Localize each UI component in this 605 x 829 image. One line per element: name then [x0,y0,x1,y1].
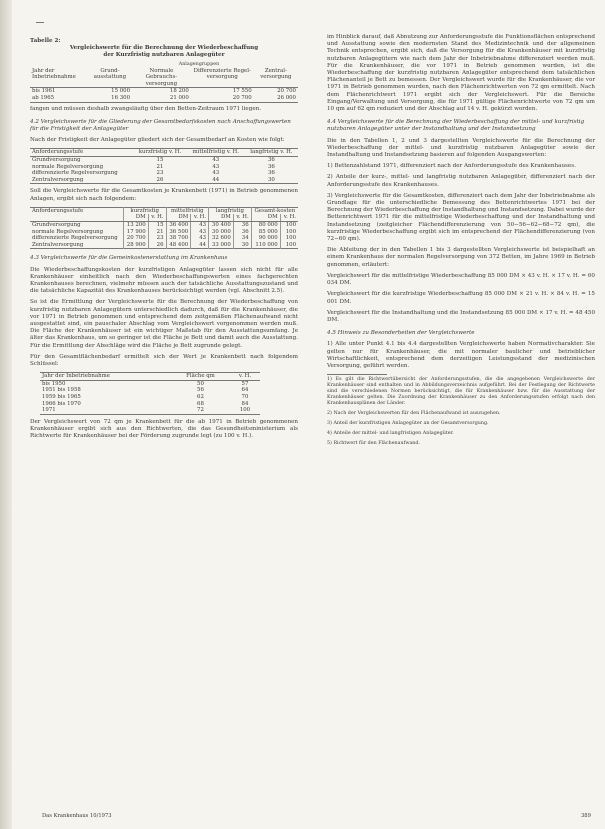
table-cell: normale Regelversorgung [30,229,123,236]
section-4-3-heading: 4.3 Vergleichswerte für die Gemeinkostenerstattung im Krankenhaus [30,255,228,262]
footnote: 1) Es gilt die Richtwertübersicht der Anforderungsstufen, die die angegebenen Vergleichswerte der Krankenhäuser sind enthalten und in Abbildungsverzeichnis aufgeführt. Bei der Festlegung der Richtwerte sind die verschiedenen Normen berücksichtigt, die für Krankenhäuser bzw. für die Ausstattung der Krankenhäuser gelten. Die Zuordnung der Krankenhäuser zu den Anforderungsstufen erfolgt nach den Krankenhausplänen der Länder. [327,377,595,407]
table-cell: 36 [267,156,275,163]
table-cell: 21 [148,229,166,236]
table2-caption-line1: Vergleichswerte für die Berechnung der Wiederbeschaffung [69,45,259,52]
table4-subheader: DM [123,214,148,221]
page-number: 389 [581,813,591,819]
table-cell: 100 [285,228,296,235]
table-cell: 43 [212,170,220,177]
table-cell: 110 000 [251,242,280,249]
table5-header: v. H. [230,373,260,381]
table-cell: 90 000 [251,235,280,242]
left-column [30,38,298,444]
footnote: 2) Nach der Vergleichswerten für den Flächenaufwand ist auszugehen. [327,411,501,417]
footer-journal-name: Das Krankenhaus 10/1973 [42,813,112,819]
table4-header: Gesamt-kosten [254,207,296,214]
table4-subheader: v. H. [233,214,251,221]
table-row [30,235,298,242]
table4-subheader: DM [251,214,280,221]
table-cell: 30 [267,176,275,183]
table-row [30,229,298,236]
table-cell: 17 550 [232,88,252,95]
table-cell: 84 [241,400,249,407]
table-row [30,177,298,184]
table4-subheader: DM [166,214,191,221]
table2-group-header: Anlagengruppen [178,61,220,67]
table-cell: 38 700 [166,235,191,242]
table-cell: 15 [148,221,166,228]
paragraph: im Hinblick darauf, daß Abnutzung zur Anforderungsstufe die Funktionsflächen entsprechend und Ausstattung sowie den modernsten Stand des Medizintechnik und der allgemeinen Technik entsprechen, ergibt sich, daß die Versorgung für die Krankenhäuser mit kurzfristig nutzbaren Anlagegütern wie nach dem Jahr der Inbetriebnahme differenziert werden muß. Für die Krankenhäuser, die vor 1971 in Betrieb genommen wurden, ist die Wiederbeschaffung der kurzfristig nutzbaren Anlagegüter entsprechend dem tatsächlichen Flächenanteil je Bett zu bemessen. Der Vergleichswert wurde für die Krankenhäuser, die vor 1971 in Betrieb genommen wurden, nach den Flächenrichtwerten von 72 qm ermittelt. Nach dem Flächenrichtwert 1971 ergibt sich der Vergleichswert. Für die Bereiche Eingang/Verwaltung und Versorgung, die für 1971 gültige Flächenrichtwerte von 72 qm um 10 qm auf 62 qm reduziert und der Abschlag auf 14 v. H. gekürzt worden. [327,34,595,113]
table3 [30,148,298,184]
table4-subheader: v. H. [280,214,298,221]
table3-header: langfristig v. H. [245,149,298,157]
section-4-5-heading: 4.5 Hinweis zu Besonderheiten der Vergleichswerte [327,330,475,337]
table4-header: kurzfristig [123,207,166,214]
table5-header: Fläche qm [171,373,230,381]
table-cell: 21 000 [169,94,189,101]
table-cell: 100 [285,235,296,242]
table2-header-row [30,68,298,88]
table2-header: Differenzierte Regel-versorgung [191,68,254,88]
formula-paragraph: Vergleichswert für die Instandhaltung und die Instandsetzung 85 000 DM × 17 v. H. = 48 450 DM. [327,309,595,323]
table2-header: Zentral-versorgung [254,68,298,88]
table-cell: 36 500 [166,229,191,236]
paragraph: Für den Gesamtflächenbedarf ermittelt sich der Wert je Krankenbett nach folgendem Schlüssel: [30,353,298,367]
table-cell: bis 1950 [42,380,66,387]
table-cell: 36 [267,170,275,177]
table-cell: 23 [156,170,164,177]
table-cell: 15 000 [111,88,131,95]
table3-header-row [30,149,298,157]
table-row [40,394,260,401]
table5-header-row [40,373,260,381]
table-cell: bis 1961 [32,88,56,95]
table-cell: 43 [212,163,220,170]
table4 [30,207,298,250]
table4-subheader: DM [209,214,234,221]
paragraph: 1) Alle unter Punkt 4.1 bis 4.4 dargestellten Vergleichswerte haben Normativcharakter. Sie gelten nur für Krankenhäuser, die mit normaler baulicher und betrieblicher Wirtschaftlichkeit, entsprechend dem derzeitigen Leistungsstand der medizinischen Versorgung, geführt werden. [327,341,595,369]
table2-title: Tabelle 2: [30,38,61,44]
table-cell: 21 [156,163,164,170]
table-row [40,387,260,394]
table-row [30,88,298,95]
table2-header: Grund-ausstattung [88,68,132,88]
table-cell: 80 000 [251,221,280,228]
table-cell: 28 900 [123,242,148,249]
table-cell: 30 [233,242,251,249]
table-cell: Zentralversorgung [32,176,84,183]
table-cell: 70 [241,393,249,400]
table2-header: Normale Gebrauchs-versorgung [132,68,191,88]
table-cell: 1959 bis 1965 [42,393,81,400]
table-row [30,164,298,171]
table-cell: 68 [197,400,204,407]
table-cell: Zentralversorgung [30,242,123,249]
paragraph: Der Vergleichswert von 72 qm je Krankenbett für die ab 1971 in Betrieb genommenen Krankenhäuser ergibt sich aus den Richtwerten, die das Gesundheitsministerium als Richtwerte für Krankenhäuser bei der Förderung zugrunde legt (zu 100 v. H.). [30,418,298,440]
paragraph: Die Ableitung der in den Tabellen 1 bis 3 dargestellten Vergleichswerte ist beispielhaft an einem Krankenhaus der normalen Regelversorgung von 372 Betten, im Jahre 1969 in Betrieb genommen, erläutert: [327,247,595,268]
paragraph: fangen und müssen deshalb zwangsläufig über den Betten-Zeitraum 1971 liegen. [30,105,262,112]
paragraph: 1) Bettenzahlstand 1971, differenziert nach der Anforderungsstufe des Krankenhauses. [327,163,576,170]
table5-header: Jahr der Inbetriebnahme [40,373,171,381]
table-cell: 100 [239,407,251,414]
paragraph: Nach der Fristigkeit der Anlagegüter gliedert sich der Gesamtbedarf an Kosten wie folgt: [30,137,285,144]
table-cell: 72 [197,407,204,414]
table-cell: 15 [156,156,164,163]
table-cell: 57 [241,380,249,387]
table-cell: 32 600 [209,235,234,242]
table4-header: Anforderungsstufe [30,207,123,214]
table-cell: 43 [191,229,209,236]
table-cell: 43 [212,156,220,163]
table-cell: 20 700 [232,94,252,101]
table-cell: 44 [191,242,209,249]
table-cell: 36 [267,163,275,170]
table4-subheader: v. H. [148,214,166,221]
table4-subheader [30,214,123,221]
table-cell: 100 [285,221,296,228]
table-cell: 85 000 [251,229,280,236]
table-cell: normale Regelversorgung [32,163,104,170]
table-cell: 13 200 [123,221,148,228]
table-cell: 17 900 [123,229,148,236]
table-row [30,95,298,102]
section-4-2-heading: 4.2 Vergleichswerte für die Gliederung der Gesamtbedarfskosten nach Anschaffungswerten für die Fristigkeit der Anlagegüter [30,118,291,132]
section-4-4-heading: 4.4 Vergleichswerte für die Berechnung der Wiederbeschaffung der mittel- und kurzfristig nutzbaren Anlagegüter unter der Instandhaltung und der Instandsetzung [327,119,585,133]
table-cell: 43 [191,235,209,242]
table-cell: 23 [148,235,166,242]
table-cell: 20 700 [123,235,148,242]
formula-paragraph: Vergleichswert für die kurzfristige Wiederbeschaffung 85 000 DM × 21 v. H. × 84 v. H. = 15 001 DM. [327,291,595,305]
table-cell: 36 400 [166,221,191,228]
table4-header: mittelfristig [166,207,209,214]
table-cell: 43 [191,221,209,228]
table-row [40,380,260,387]
table3-header: kurzfristig v. H. [133,149,187,157]
footnote: 4) Anteile der mittel- und langfristigen Anlagegüter. [327,431,454,437]
table-row [30,221,298,228]
table-cell: ab 1965 [32,94,55,101]
paragraph: 2) Anteile der kurz-, mittel- und langfristig nutzbaren Anlagegüter, differenziert nach der Anforderungsstufe des Krankenhauses. [327,174,595,188]
paragraph: So ist die Ermittlung der Vergleichswerte für die Berechnung der Wiederbeschaffung von kurzfristig nutzbaren Anlagegütern unterschiedlich dadurch, daß für die Krankenhäuser, die vor 1971 in Betrieb genommen und entsprechend dem zeitgemäßen Flächenaufwand nicht ausgestattet sind, ein pauschaler Abschlag vom Vergleichswert vorgenommen werden muß. Die Fläche der Krankenhäuser ist ein wichtiger Maßstab für den Ausstattungsumfang. Je älter das Krankenhaus, um so geringer ist die Fläche je Bett und damit auch die Ausstattung. Für die Ermittlung der Abschläge wird die Fläche je Bett zugrunde gelegt. [30,299,298,349]
table-cell: 26 000 [277,94,296,101]
paragraph: Soll die Vergleichswerte für die Gesamtkosten je Krankenbett (1971) in Betrieb genommenen Anlagen, ergibt sich nach folgendem: [30,188,298,202]
table-row [30,156,298,163]
table-cell: 62 [197,393,204,400]
table-cell: 30 400 [209,221,234,228]
table2-header: Jahr der Inbetriebnahme [30,68,88,88]
page-gutter-shadow [0,0,12,829]
table-cell: Grundversorgung [30,221,123,228]
table2 [30,68,298,103]
table-cell: 20 700 [277,88,296,95]
table-row [30,170,298,177]
table4-header-row [30,207,298,214]
paragraph: 3) Vergleichswerte für die Gesamtkosten, differenziert nach dem Jahr der Inbetriebnahme als Grundlage für die unterschiedliche Bemessung des Bettenrichtwertes 1971 bei der Berechnung der Wiederbeschaffung der Instandhaltung und Instandsetzung. Dabei wurde der Bettenrichtwert 1971 für die mittelfristige Wiederbeschaffung und der Instandhaltung und Instandsetzung (zeitgleicher Flächendifferenzierung von 50−56−62−68−72 qm), die kurzfristige Wiederbeschaffung ergibt sich im entsprechend der Flächendifferenzierung (von 72−60 qm). [327,192,595,243]
table-row [30,242,298,249]
footnote-divider [327,374,387,375]
table-cell: 26 [148,242,166,249]
table-cell: 56 [197,387,204,394]
table-cell: 1951 bis 1958 [42,387,81,394]
table-cell: 30 000 [209,229,234,236]
table-cell: 16 300 [111,94,131,101]
table-cell: 44 [212,176,220,183]
table-cell: differenzierte Regelversorgung [30,235,123,242]
formula-paragraph: Vergleichswert für die mittelfristige Wiederbeschaffung 85 000 DM × 43 v. H. × 17 v. H. = 60 034 DM. [327,272,595,287]
table-cell: 36 [233,229,251,236]
table-cell: 50 [197,380,204,387]
table-cell: differenzierte Regelversorgung [32,170,118,177]
table2-caption-line2: der Kurzfristig nutzbaren Anlagegüter [103,52,225,59]
table-row [40,401,260,408]
footnote: 3) Anteil der kurzfristigen Anlagegüter an der Gesamtversorgung. [327,421,489,427]
table4-subheader: v. H. [191,214,209,221]
table-cell: 26 [156,176,164,183]
table-cell: 100 [285,241,296,248]
table-cell: 34 [233,235,251,242]
table3-header: mittelfristig v. H. [187,149,245,157]
table-row [40,407,260,414]
document-page [12,0,605,829]
table-cell: 1966 bis 1970 [42,400,81,407]
paragraph: Die Wiederbeschaffungskosten der kurzfristigen Anlagegüter lassen sich nicht für alle Krankenhäuser einheitlich nach den Wiederbeschaffungswerten eines fachgerechten Krankenhauses berechnen, vielmehr müssen auch der tatsächliche Ausstattungszustand und die tatsächliche Kapazität des Krankenhauses berücksichtigt werden (vgl. Abschnitt 2.5). [30,266,298,295]
footnote: 5) Richtwert für den Flächenaufwand. [327,441,420,447]
table4-subheader-row [30,214,298,221]
table-cell: 18 200 [169,88,189,95]
table-cell: Grundversorgung [32,156,81,163]
table5 [40,372,260,415]
table3-header: Anforderungsstufe [30,149,133,157]
table-cell: 36 [233,221,251,228]
table-cell: 33 000 [209,242,234,249]
paragraph: Die in den Tabellen 1, 2 und 3 dargestellten Vergleichswerte für die Berechnung der Wiederbeschaffung der mittel- und kurzfristig nutzbaren Anlagegüter sowie der Instandhaltung und Instandsetzung basieren auf folgenden Ausgangswerten: [327,137,595,159]
right-column [327,34,595,451]
table-cell: 1971 [42,407,56,414]
table-cell: 48 400 [166,242,191,249]
footnotes [327,377,595,447]
table-cell: 64 [241,387,249,394]
table4-header: langfristig [209,207,252,214]
